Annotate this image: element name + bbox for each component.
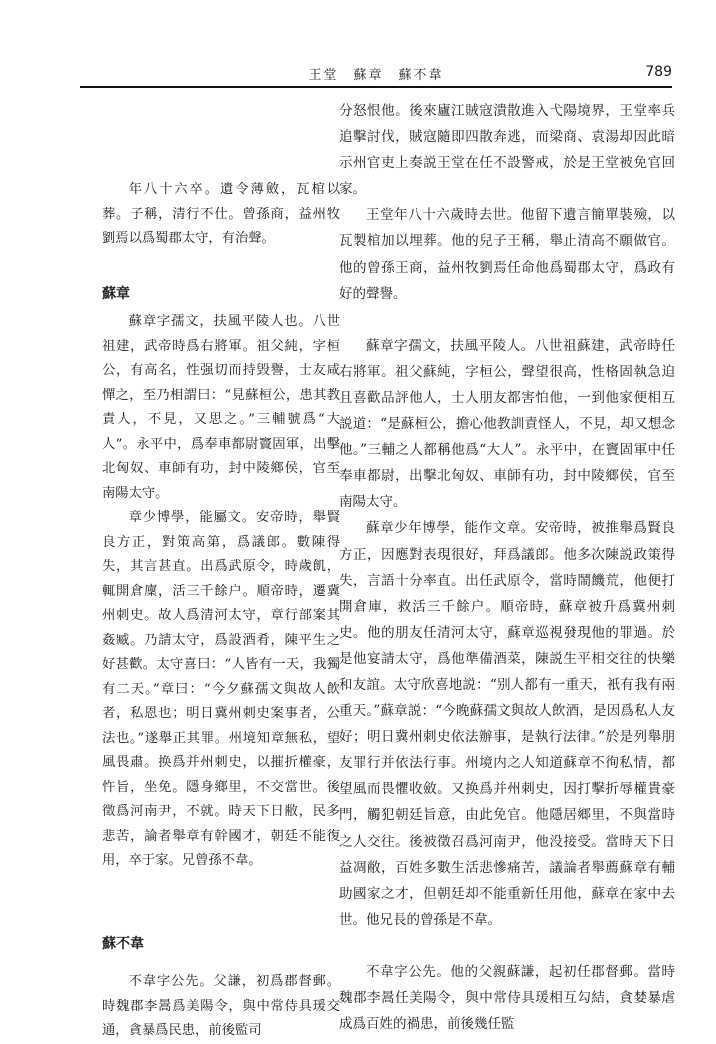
wang-tang-ending-paragraph: 年八十六卒。遺令薄斂，瓦棺以葬。子稱，清行不仕。曾孫商，益州牧劉焉以爲蜀郡太守，有治聲。 — [102, 182, 340, 246]
su-buwei-paragraph-1: 不韋字公先。父謙，初爲郡督郵。時魏郡李暠爲美陽令，與中常侍具瑗交通，貪暴爲民患，前後監司 — [102, 974, 340, 1038]
su-zhang-translation-paragraph-2: 蘇章少年博學，能作文章。安帝時，被推舉爲賢良方正，因應對表現很好，拜爲議郎。他多次陳説政策得失，言語十分率直。出任武原令，當時鬧饑荒，他便打開倉庫，救活三千餘户。順帝時，蘇章被升爲冀州刺史。他的朋友任清河太守，蘇章巡視發現他的罪過。於是他宴請太守，爲他準備酒菜，陳説生平相交往的快樂和友誼。太守欣喜地説：“别人都有一重天，衹有我有兩重天。”蘇章説：“今晚蘇孺文與故人飲酒，是因爲私人友好；明日冀州刺史依法辦事，是執行法律。”於是列舉朋友罪行并依法行事。州境内之人知道蘇章不徇私情，都望風而畏懼收斂。又换爲并州刺史，因打擊折辱權貴豪門，觸犯朝廷旨意，由此免官。他隱居鄉里，不與當時之人交往。後被徵召爲河南尹，他没接受。當時天下日益凋敝，百姓多數生活悲慘痛苦，議論者舉薦蘇章有輔助國家之才，但朝廷却不能重新任用他，蘇章在家中去世。他兄長的曾孫是不韋。 — [339, 520, 675, 928]
running-header: 王堂 蘇章 蘇不韋 — [308, 68, 444, 83]
su-zhang-paragraph-1: 蘇章字孺文，扶風平陵人也。八世祖建，武帝時爲右將軍。祖父純，字桓公，有高名，性强切而持毁譽，士友咸憚之，至乃相謂曰：“見蘇桓公，患其教責人，不見，又思之。”三輔號爲“大人”。永平中，爲奉車都尉竇固軍，出擊北匈奴、車師有功，封中陵鄉侯，官至南陽太守。 — [102, 314, 340, 501]
header-rule — [80, 86, 672, 88]
page-number: 789 — [645, 64, 672, 80]
wang-tang-translation-paragraph-2: 王堂年八十六歲時去世。他留下遺言簡單裝殮，以瓦製棺加以埋葬。他的兒子王稱，舉止清高不願做官。他的曾孫王商，益州牧劉焉任命他爲蜀郡太守，爲政有好的聲譽。 — [339, 207, 675, 302]
su-buwei-translation-paragraph-1: 不韋字公先。他的父親蘇謙，起初任郡督郵。當時魏郡李暠任美陽令，與中常侍具瑗相互勾結，貪婪暴虐成爲百姓的禍患，前後幾任監 — [339, 963, 675, 1033]
wang-tang-translation-continuation: 分怒恨他。後來廬江賊寇潰散進入弋陽境界，王堂率兵追擊討伐，賊寇隨即四散奔逃，而梁商、袁湯却因此暗示州官吏上奏説王堂在任不設警戒，於是王堂被免官回家。 — [339, 103, 675, 198]
su-zhang-heading: 蘇章 — [102, 285, 130, 302]
su-zhang-paragraph-2: 章少博學，能屬文。安帝時，舉賢良方正，對策高第，爲議郎。數陳得失，其言甚直。出爲武原令，時歲飢，輒開倉廩，活三千餘户。順帝時，遷冀州刺史。故人爲清河太守，章行部案其姦臧。乃請太守，爲設酒肴，陳平生之好甚歡。太守喜曰：“人皆有一天，我獨有二天。”章曰：“今夕蘇孺文與故人飲者，私恩也；明日冀州刺史案事者，公法也。”遂舉正其罪。州境知章無私，望風畏肅。换爲并州刺史，以摧折權豪，忤旨，坐免。隱身鄉里，不交當世。後徵爲河南尹，不就。時天下日敝，民多悲苦，論者舉章有幹國才，朝廷不能復用，卒于家。兄曾孫不韋。 — [102, 510, 340, 868]
su-buwei-heading: 蘇不韋 — [102, 935, 144, 952]
su-zhang-translation-paragraph-1: 蘇章字孺文，扶風平陵人。八世祖蘇建，武帝時任右將軍。祖父蘇純，字桓公，聲望很高，性格固執急迫且喜歡品評他人，士人朋友都害怕他，一到他家便相互説道：“是蘇桓公，擔心他教訓責怪人，不見，却又想念他。”三輔之人都稱他爲“大人”。永平中，在竇固軍中任奉車都尉，出擊北匈奴、車師有功，封中陵鄉侯，官至南陽太守。 — [339, 337, 675, 511]
right-column-modern-translation — [339, 98, 675, 1037]
left-column-classical-text — [102, 178, 340, 1044]
